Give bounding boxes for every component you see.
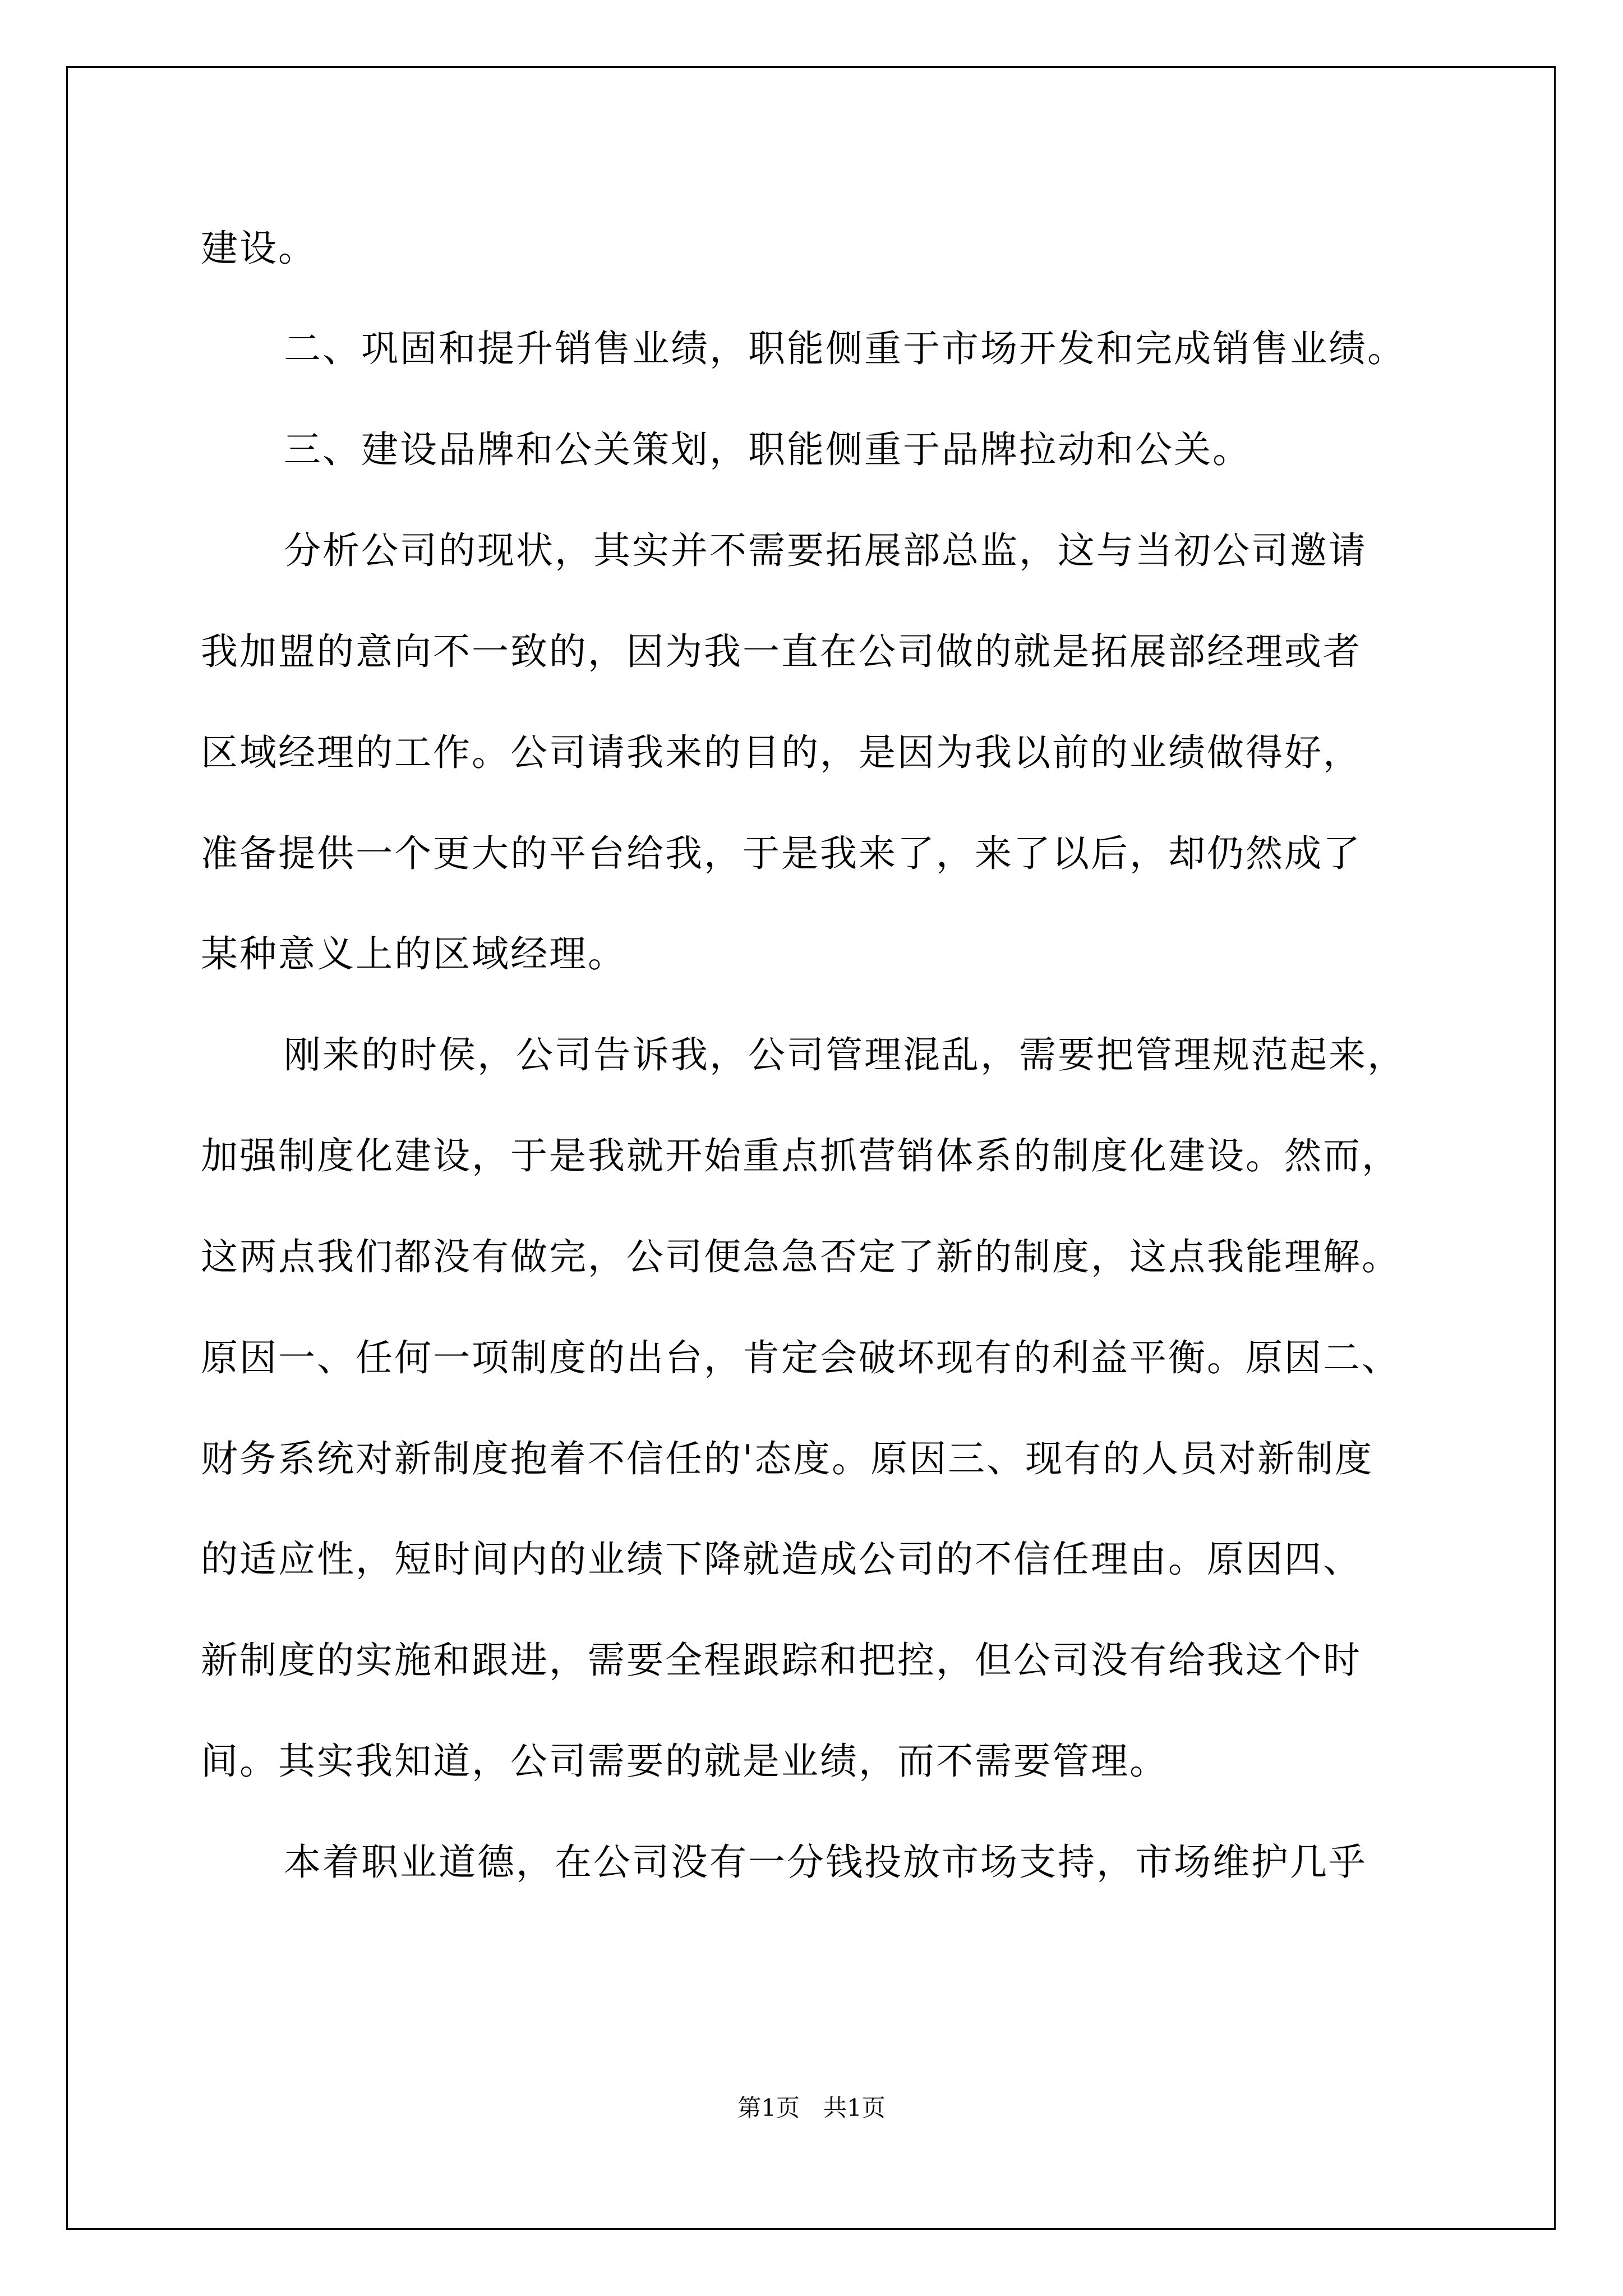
text-line: 刚来的时侯，公司告诉我，公司管理混乱，需要把管理规范起来， [284, 1033, 1406, 1076]
text-line: 间。其实我知道，公司需要的就是业绩，而不需要管理。 [201, 1740, 1168, 1783]
text-line: 新制度的实施和跟进，需要全程跟踪和把控，但公司没有给我这个时 [201, 1639, 1362, 1682]
text-line: 这两点我们都没有做完，公司便急急否定了新的制度，这点我能理解。 [201, 1235, 1400, 1278]
text-line: 区域经理的工作。公司请我来的目的，是因为我以前的业绩做得好， [201, 731, 1362, 774]
text-line: 三、建设品牌和公关策划，职能侧重于品牌拉动和公关。 [284, 428, 1251, 471]
text-line: 财务系统对新制度抱着不信任的'态度。原因三、现有的人员对新制度 [201, 1437, 1374, 1480]
text-line: 建设。 [201, 227, 317, 270]
text-line: 加强制度化建设，于是我就开始重点抓营销体系的制度化建设。然而， [201, 1134, 1400, 1177]
text-line: 本着职业道德，在公司没有一分钱投放市场支持，市场维护几乎 [284, 1841, 1367, 1884]
text-line: 二、巩固和提升销售业绩，职能侧重于市场开发和完成销售业绩。 [284, 327, 1406, 370]
text-line: 我加盟的意向不一致的，因为我一直在公司做的就是拓展部经理或者 [201, 630, 1362, 673]
text-line: 分析公司的现状，其实并不需要拓展部总监，这与当初公司邀请 [284, 529, 1367, 572]
text-line: 准备提供一个更大的平台给我，于是我来了，来了以后，却仍然成了 [201, 832, 1362, 875]
page-footer: 第1页 共1页 [737, 2094, 886, 2122]
text-line: 的适应性，短时间内的业绩下降就造成公司的不信任理由。原因四、 [201, 1538, 1362, 1581]
text-line: 某种意义上的区域经理。 [201, 932, 626, 976]
text-line: 原因一、任何一项制度的出台，肯定会破坏现有的利益平衡。原因二、 [201, 1336, 1400, 1379]
